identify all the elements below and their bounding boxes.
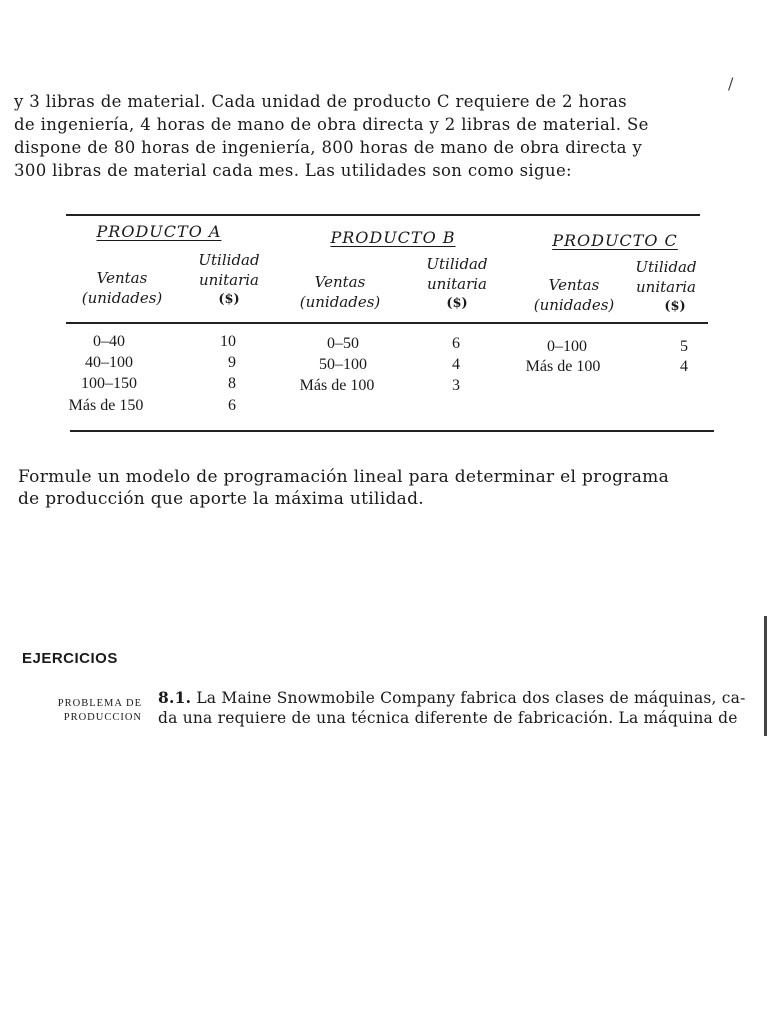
table-top-rule <box>66 214 700 216</box>
table-bottom-rule <box>70 430 714 432</box>
exercise-line: da una requiere de una técnica diferente de fabricación. La máquina de <box>158 709 738 727</box>
page-corner-mark: / <box>728 74 734 93</box>
product-a-profit-cell: 6 <box>228 397 236 414</box>
closing-paragraph <box>18 466 768 510</box>
product-c-profit-header <box>622 257 710 317</box>
product-b-sales-cell: Más de 100 <box>299 377 375 394</box>
profit-header-line: unitaria <box>427 275 487 293</box>
product-b-sales-cell: 0–50 <box>327 335 359 352</box>
product-b-profit-header <box>412 254 502 314</box>
profit-header-line: unitaria <box>199 271 259 289</box>
product-a-profit-cell: 8 <box>228 375 236 392</box>
product-c-sales-header <box>522 275 626 315</box>
page-edge-shadow <box>764 616 767 736</box>
profit-header-line: Utilidad <box>198 251 260 269</box>
product-b-profit-cell: 6 <box>452 335 460 352</box>
product-c-profit-cell: 5 <box>680 338 688 355</box>
sales-header-line: Ventas <box>548 276 600 294</box>
profit-header-line: Utilidad <box>635 258 697 276</box>
product-a-sales-header <box>70 268 174 308</box>
product-a-profit-header <box>184 250 274 310</box>
sales-header-line: Ventas <box>314 273 366 291</box>
product-b-profit-cell: 4 <box>452 356 460 373</box>
product-c-sales-cell: 0–100 <box>547 338 587 355</box>
intro-paragraph <box>14 90 754 182</box>
profit-header-line: ($) <box>664 299 686 314</box>
intro-line: dispone de 80 horas de ingeniería, 800 horas de mano de obra directa y <box>14 138 643 157</box>
profit-header-line: unitaria <box>636 278 696 296</box>
product-b-sales-header <box>288 272 392 312</box>
intro-line: 300 libras de material cada mes. Las utilidades son como sigue: <box>14 161 572 180</box>
product-c-sales-cell: Más de 100 <box>525 358 601 375</box>
sales-header-line: Ventas <box>96 269 148 287</box>
closing-line: Formule un modelo de programación lineal para determinar el programa <box>18 467 670 487</box>
sales-header-line: (unidades) <box>299 293 381 311</box>
exercise-margin-label <box>30 697 142 725</box>
product-b-profit-cell: 3 <box>452 377 460 394</box>
intro-line: de ingeniería, 4 horas de mano de obra directa y 2 libras de material. Se <box>14 115 649 134</box>
exercise-8-1 <box>158 688 758 728</box>
product-b-sales-cell: 50–100 <box>319 356 367 373</box>
product-a-sales-cell: 100–150 <box>81 375 137 392</box>
sales-header-line: (unidades) <box>81 289 163 307</box>
exercise-number: 8.1. <box>158 688 192 707</box>
margin-label-line: PRODUCCION <box>63 712 142 723</box>
product-c-profit-cell: 4 <box>680 358 688 375</box>
product-a-header: PRODUCTO A <box>96 222 222 241</box>
exercise-line <box>158 688 758 708</box>
product-a-sales-cell: 0–40 <box>93 333 125 350</box>
profit-header-line: Utilidad <box>426 255 488 273</box>
sales-header-line: (unidades) <box>533 296 615 314</box>
product-a-profit-cell: 9 <box>228 354 236 371</box>
section-title: EJERCICIOS <box>22 650 118 667</box>
exercise-text: La Maine Snowmobile Company fabrica dos clases de máquinas, ca- <box>196 689 746 707</box>
profit-header-line: ($) <box>218 292 240 307</box>
product-c-header: PRODUCTO C <box>552 231 678 250</box>
product-a-profit-cell: 10 <box>220 333 236 350</box>
product-a-sales-cell: Más de 150 <box>68 397 144 414</box>
closing-line: de producción que aporte la máxima utilidad. <box>18 489 424 509</box>
product-a-sales-cell: 40–100 <box>85 354 133 371</box>
profit-header-line: ($) <box>446 296 468 311</box>
margin-label-line: PROBLEMA DE <box>57 698 142 709</box>
product-b-header: PRODUCTO B <box>330 228 456 247</box>
table-header-rule <box>66 322 708 324</box>
intro-line: y 3 libras de material. Cada unidad de producto C requiere de 2 horas <box>14 92 627 111</box>
